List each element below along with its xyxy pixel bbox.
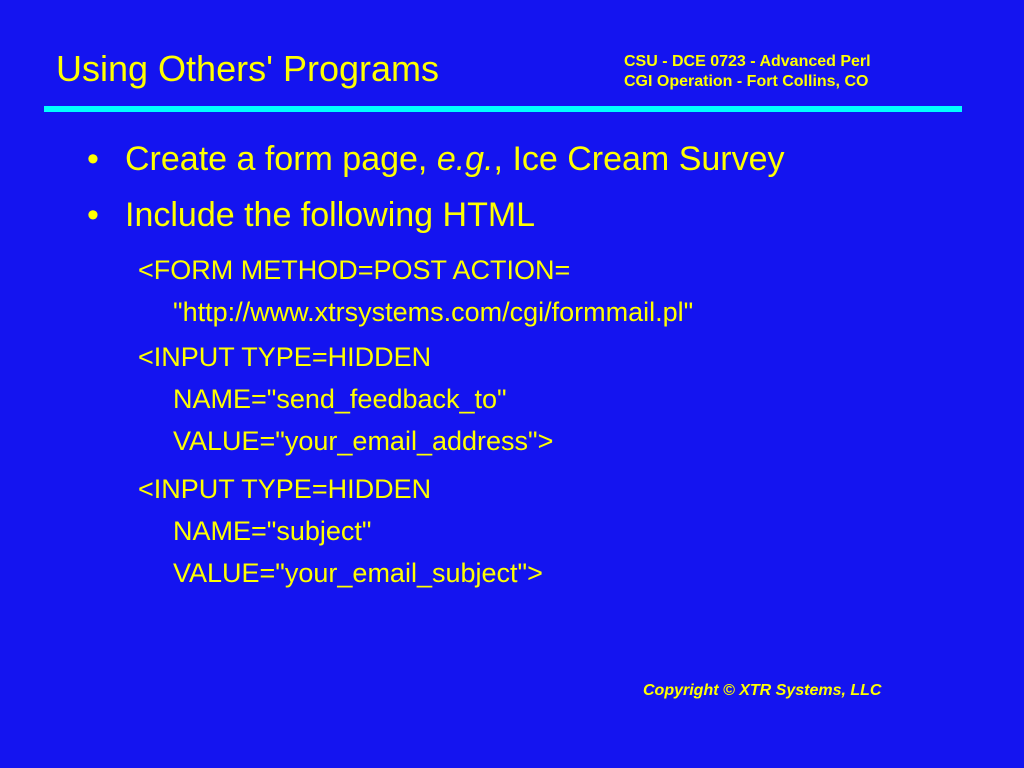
bullet-marker: • [87, 196, 99, 234]
bullet-text-prefix: Create a form page, [125, 140, 437, 178]
code-line: NAME="subject" [173, 516, 372, 546]
bullet-text-suffix: , Ice Cream Survey [493, 140, 785, 178]
code-line: <FORM METHOD=POST ACTION= [138, 255, 571, 285]
title-divider [44, 106, 962, 112]
code-line: "http://www.xtrsystems.com/cgi/formmail.pl" [173, 297, 694, 327]
course-info-line-2: CGI Operation - Fort Collins, CO [624, 73, 869, 90]
slide-title: Using Others' Programs [56, 48, 439, 89]
bullet-marker: • [87, 140, 99, 178]
code-line: VALUE="your_email_address"> [173, 426, 554, 456]
code-line: <INPUT TYPE=HIDDEN [138, 474, 432, 504]
course-info-line-1: CSU - DCE 0723 - Advanced Perl [624, 53, 871, 70]
code-line: VALUE="your_email_subject"> [173, 558, 543, 588]
code-line: NAME="send_feedback_to" [173, 384, 507, 414]
bullet-text: Include the following HTML [125, 196, 536, 234]
code-block-form-tag [138, 249, 693, 333]
course-info [624, 52, 871, 92]
code-block-hidden-input-feedback [138, 336, 553, 462]
bullet-text [125, 139, 785, 179]
copyright-notice: Copyright © XTR Systems, LLC [643, 682, 882, 699]
code-line: <INPUT TYPE=HIDDEN [138, 342, 432, 372]
code-block-hidden-input-subject [138, 468, 543, 594]
bullet-text-emphasis: e.g. [436, 140, 494, 178]
